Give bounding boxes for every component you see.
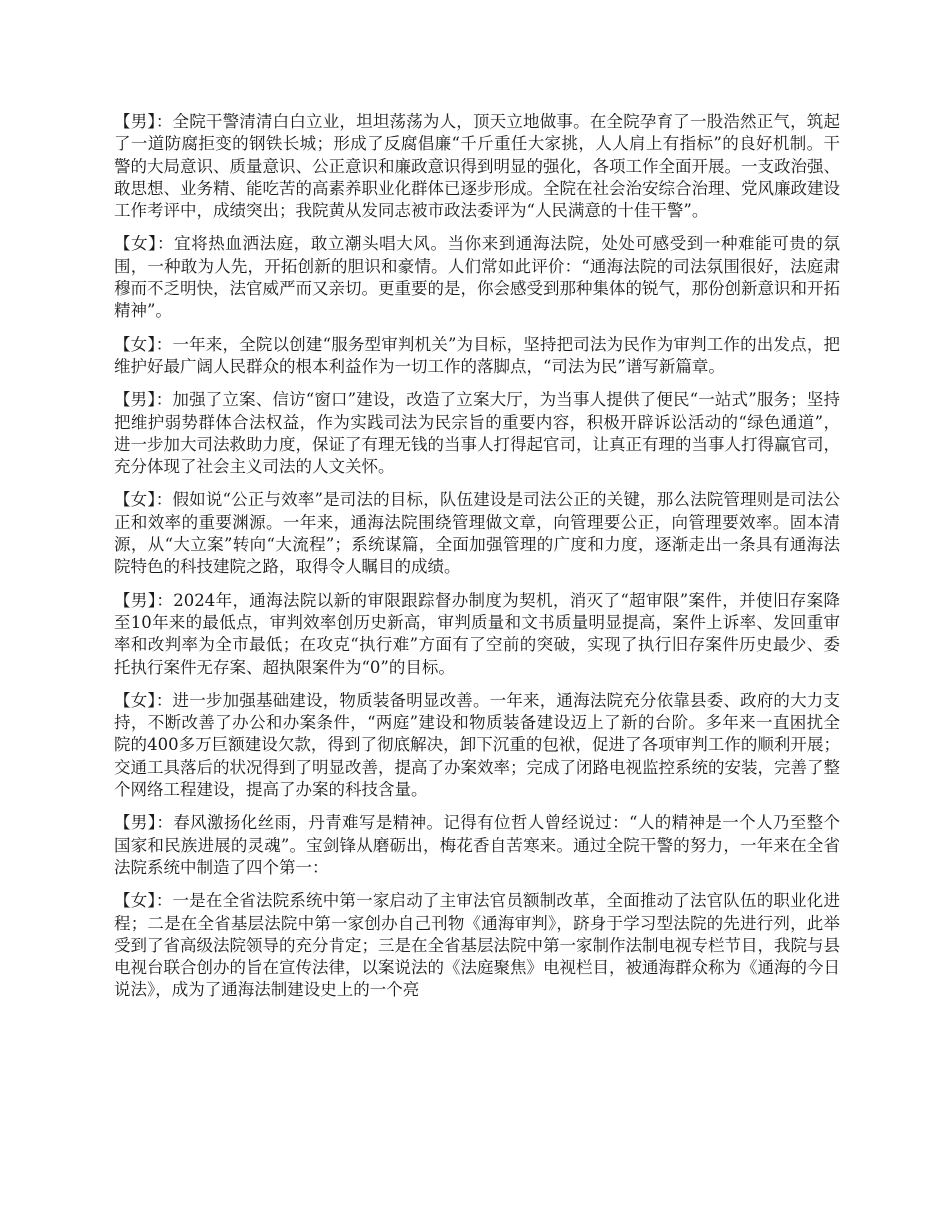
paragraph-9: 【女】：一是在全省法院系统中第一家启动了主审法官员额制改革，全面推动了法官队伍的职业化进程；二是在全省基层法院中第一家创办自己刊物《通海审判》，跻身于学习型法院的先进行列，此举受到了省高级法院领导的充分肯定；三是在全省基层法院中第一家制作法制电视专栏节目，我院与县电视台联合创办的旨在宣传法律，以案说法的《法庭聚焦》电视栏目，被通海群众称为《通海的今日说法》，成为了通海法制建设史上的一个亮 <box>114 891 840 1000</box>
paragraph-8: 【男】：春风激扬化丝雨，丹青难写是精神。记得有位哲人曾经说过：“人的精神是一个人乃至整个国家和民族进展的灵魂”。宝剑锋从磨砺出，梅花香自苦寒来。通过全院干警的努力，一年来在全省法院系统中制造了四个第一： <box>114 813 840 877</box>
paragraph-3: 【女】：一年来，全院以创建“服务型审判机关”为目标，坚持把司法为民作为审判工作的出发点，把维护好最广阔人民群众的根本利益作为一切工作的落脚点，“司法为民”谱写新篇章。 <box>114 334 840 376</box>
paragraph-6: 【男】：2024年，通海法院以新的审限跟踪督办制度为契机，消灭了“超审限”案件，并使旧存案降至10年来的最低点，审判效率创历史新高，审判质量和文书质量明显提高，案件上诉率、发回重审率和改判率为全市最低；在攻克“执行难”方面有了空前的突破，实现了执行旧存案件历史最少、委托执行案件无存案、超执限案件为“0”的目标。 <box>114 590 840 677</box>
paragraph-5: 【女】：假如说“公正与效率”是司法的目标，队伍建设是司法公正的关键，那么法院管理则是司法公正和效率的重要渊源。一年来，通海法院围绕管理做文章，向管理要公正，向管理要效率。固本清源，从“大立案”转向“大流程”；系统谋篇，全面加强管理的广度和力度，逐渐走出一条具有通海法院特色的科技建院之路，取得令人瞩目的成绩。 <box>114 490 840 577</box>
paragraph-7: 【女】：进一步加强基础建设，物质装备明显改善。一年来，通海法院充分依靠县委、政府的大力支持，不断改善了办公和办案条件，“两庭”建设和物质装备建设迈上了新的台阶。多年来一直困扰全院的400多万巨额建设欠款，得到了彻底解决，卸下沉重的包袱，促进了各项审判工作的顺利开展；交通工具落后的状况得到了明显改善，提高了办案效率；完成了闭路电视监控系统的安装，完善了整个网络工程建设，提高了办案的科技含量。 <box>114 690 840 800</box>
paragraph-1: 【男】：全院干警清清白白立业，坦坦荡荡为人，顶天立地做事。在全院孕育了一股浩然正气，筑起了一道防腐拒变的钢铁长城；形成了反腐倡廉“千斤重任大家挑，人人肩上有指标”的良好机制。干警的大局意识、质量意识、公正意识和廉政意识得到明显的强化，各项工作全面开展。一支政治强、敢思想、业务精、能吃苦的高素养职业化群体已逐步形成。全院在社会治安综合治理、党风廉政建设工作考评中，成绩突出；我院黄从发同志被市政法委评为“人民满意的十佳干警”。 <box>114 112 840 221</box>
paragraph-2: 【女】：宜将热血洒法庭，敢立潮头唱大风。当你来到通海法院，处处可感受到一种难能可贵的氛围，一种敢为人先，开拓创新的胆识和豪情。人们常如此评价：“通海法院的司法氛围很好，法庭肃穆而不乏明快，法官威严而又亲切。更重要的是，你会感受到那种集体的锐气，那份创新意识和开拓精神”。 <box>114 234 840 321</box>
paragraph-4: 【男】：加强了立案、信访“窗口”建设，改造了立案大厅，为当事人提供了便民“一站式”服务；坚持把维护弱势群体合法权益，作为实践司法为民宗旨的重要内容，积极开辟诉讼活动的“绿色通道”，进一步加大司法救助力度，保证了有理无钱的当事人打得起官司，让真正有理的当事人打得赢官司，充分体现了社会主义司法的人文关怀。 <box>114 390 840 477</box>
document-body <box>114 111 840 1013</box>
